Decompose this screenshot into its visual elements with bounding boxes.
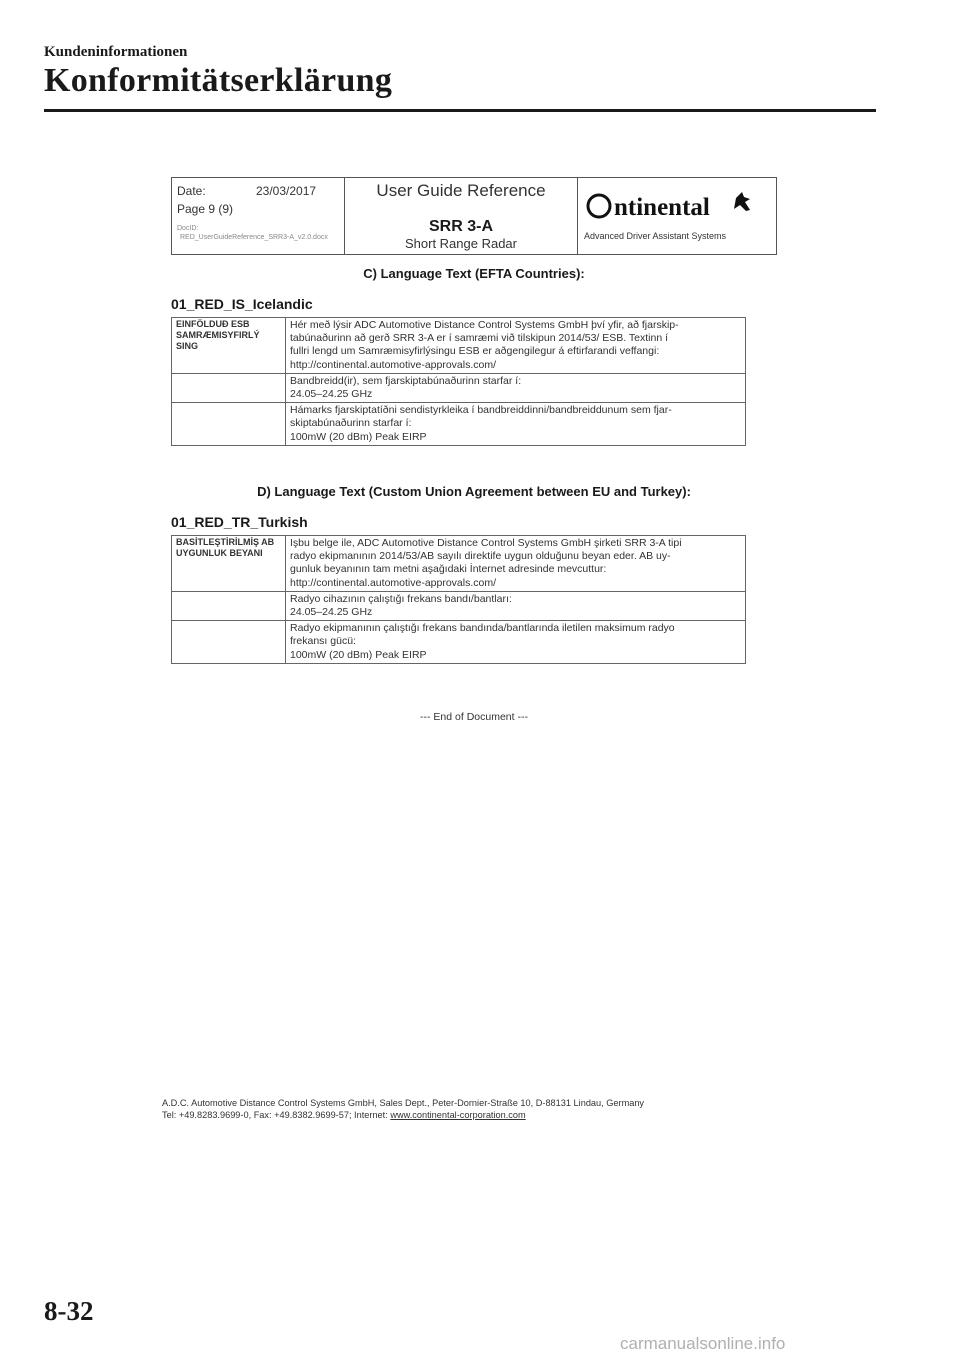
text-line: gunluk beyanının tam metni aşağıdaki İnternet adresinde mevcuttur: bbox=[290, 563, 607, 576]
text-line: fullri lengd um Samræmisyfirlýsingu ESB er aðgengilegur á eftirfarandi veffangi: bbox=[290, 345, 660, 358]
division-name: Advanced Driver Assistant Systems bbox=[584, 231, 727, 241]
row-text bbox=[286, 373, 746, 402]
header-meta-cell bbox=[172, 178, 345, 254]
docid-label: DocID: bbox=[177, 225, 199, 232]
header-logo-cell bbox=[578, 178, 776, 254]
footer-address: A.D.C. Automotive Distance Control Systems GmbH, Sales Dept., Peter-Dornier-Straße 10, D-88131 Lindau, Germany bbox=[162, 1098, 645, 1108]
text-line: Bandbreidd(ir), sem fjarskiptabúnaðurinn starfar í: bbox=[290, 374, 522, 387]
row-text bbox=[286, 318, 746, 374]
guide-title: User Guide Reference bbox=[376, 181, 546, 200]
document-header bbox=[171, 177, 777, 255]
text-line: 24.05–24.25 GHz bbox=[290, 388, 373, 401]
row-label bbox=[172, 591, 286, 620]
turkish-table-title: 01_RED_TR_Turkish bbox=[171, 514, 308, 530]
header-title-cell bbox=[345, 178, 578, 254]
page-title: Konformitätserklärung bbox=[44, 62, 393, 99]
section-label: Kundeninformationen bbox=[44, 44, 188, 60]
text-line: Işbu belge ile, ADC Automotive Distance Control Systems GmbH şirketi SRR 3-A tipi bbox=[290, 537, 682, 549]
text-line: Hér með lýsir ADC Automotive Distance Control Systems GmbH því yfir, að fjarskip- bbox=[290, 319, 679, 331]
date-label: Date: bbox=[177, 184, 206, 198]
table-row bbox=[172, 621, 746, 664]
end-of-document: --- End of Document --- bbox=[420, 711, 528, 723]
text-line: http://continental.automotive-approvals.com/ bbox=[290, 358, 497, 371]
text-line: frekansı gücü: bbox=[290, 635, 356, 648]
text-line: Radyo cihazının çalıştığı frekans bandı/bantları: bbox=[290, 592, 512, 605]
section-c-heading: C) Language Text (EFTA Countries): bbox=[363, 266, 585, 281]
text-line: http://continental.automotive-approvals.com/ bbox=[290, 576, 497, 589]
text-line: radyo ekipmanının 2014/53/AB sayılı direktife uygun olduğunu beyan eder. AB uy- bbox=[290, 550, 671, 563]
continental-logo bbox=[586, 188, 766, 222]
icelandic-table bbox=[171, 317, 746, 446]
page-number: 8-32 bbox=[44, 1296, 94, 1326]
text-line: tabúnaðurinn að gerð SRR 3-A er í samræmi við tilskipun 2014/53/ ESB. Textinn í bbox=[290, 332, 669, 345]
svg-text:ntinental: ntinental bbox=[614, 194, 710, 221]
row-label: BASİTLEŞTİRİLMİŞ AB UYGUNLUK BEYANI bbox=[172, 536, 286, 592]
title-rule bbox=[44, 109, 876, 112]
footer-contact bbox=[162, 1110, 526, 1120]
footer-contact-text: Tel: +49.8283.9699-0, Fax: +49.8382.9699-57; Internet: bbox=[162, 1110, 391, 1120]
row-label: EINFÖLDUÐ ESB SAMRÆMISYFIRLÝ SING bbox=[172, 318, 286, 374]
text-line: 100mW (20 dBm) Peak EIRP bbox=[290, 430, 427, 443]
table-row bbox=[172, 591, 746, 620]
text-line: 24.05–24.25 GHz bbox=[290, 606, 373, 619]
footer-website-link[interactable]: www.continental-corporation.com bbox=[390, 1110, 526, 1120]
row-text bbox=[286, 591, 746, 620]
table-row bbox=[172, 318, 746, 374]
row-text bbox=[286, 621, 746, 664]
row-label bbox=[172, 373, 286, 402]
row-text bbox=[286, 403, 746, 446]
table-row bbox=[172, 536, 746, 592]
text-line: Radyo ekipmanının çalıştığı frekans bandında/bantlarında iletilen maksimum radyo bbox=[290, 622, 675, 635]
date-value: 23/03/2017 bbox=[256, 184, 317, 198]
watermark: carmanualsonline.info bbox=[620, 1334, 786, 1353]
row-label bbox=[172, 621, 286, 664]
text-line: skiptabúnaðurinn starfar í: bbox=[290, 417, 412, 430]
section-d-heading: D) Language Text (Custom Union Agreement between EU and Turkey): bbox=[257, 484, 691, 499]
table-row bbox=[172, 403, 746, 446]
table-row bbox=[172, 373, 746, 402]
product-name: Short Range Radar bbox=[404, 236, 517, 251]
icelandic-table-title: 01_RED_IS_Icelandic bbox=[171, 296, 313, 312]
text-line: 100mW (20 dBm) Peak EIRP bbox=[290, 648, 427, 661]
model-name: SRR 3-A bbox=[428, 218, 493, 235]
docid-value: RED_UserGuideReference_SRR3-A_v2.0.docx bbox=[180, 234, 328, 241]
turkish-table bbox=[171, 535, 746, 664]
row-text bbox=[286, 536, 746, 592]
row-label bbox=[172, 403, 286, 446]
text-line: Hámarks fjarskiptatíðni sendistyrkleika í bandbreiddinni/bandbreiddunum sem fjar- bbox=[290, 404, 672, 417]
page-indicator: Page 9 (9) bbox=[177, 202, 234, 216]
